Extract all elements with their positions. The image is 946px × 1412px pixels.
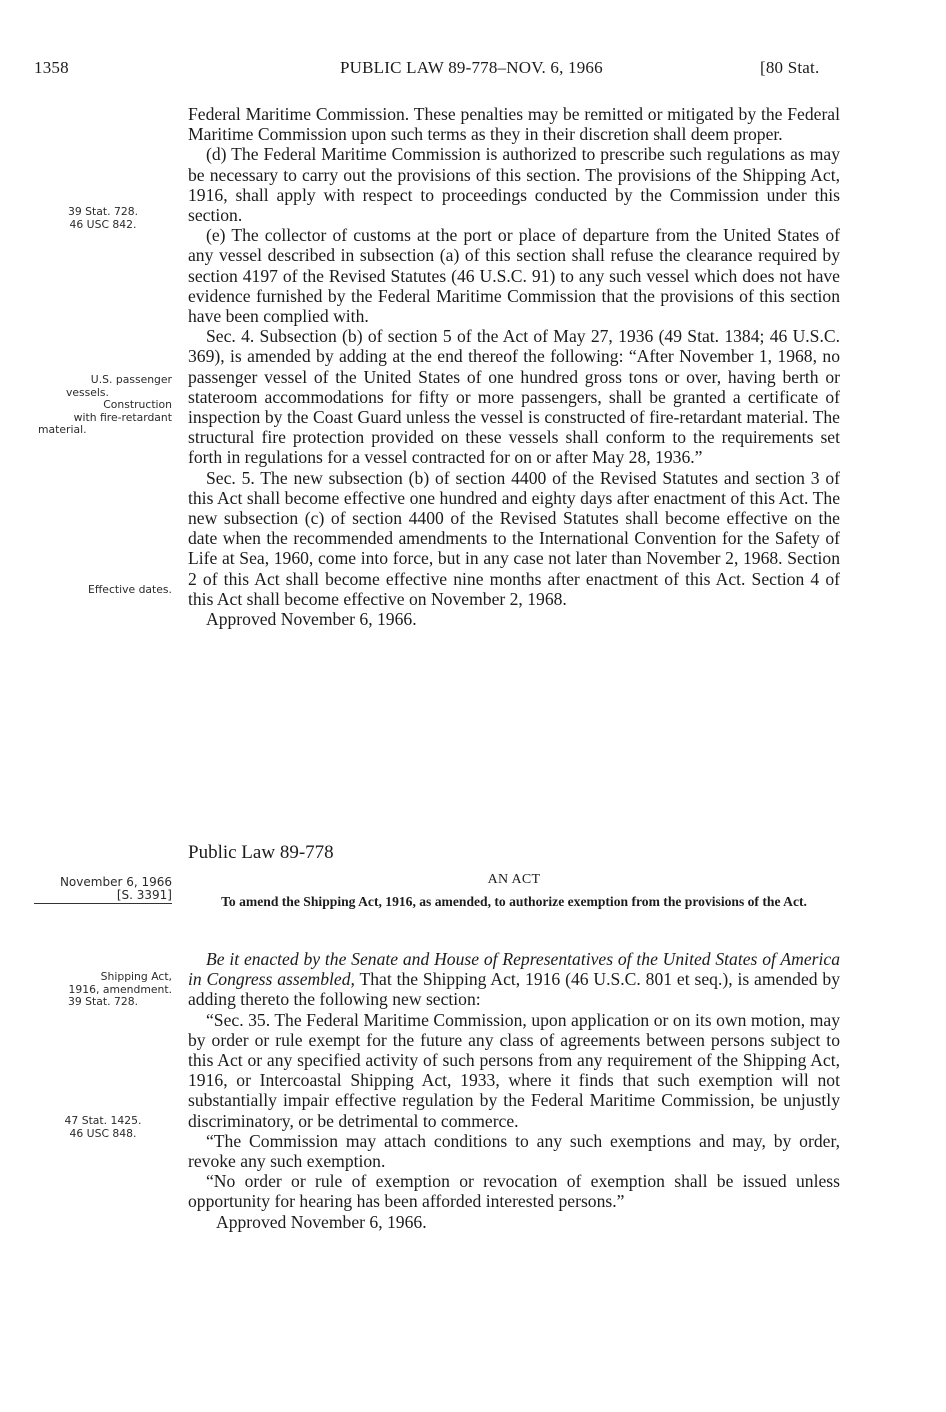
public-law-title: Public Law 89-778 xyxy=(188,842,334,863)
margin-note-effective-dates: Effective dates. xyxy=(88,583,172,596)
margin-note-citation-1: 39 Stat. 728. 46 USC 842. xyxy=(67,205,138,231)
paragraph-conditions: “The Commission may attach conditions to any such exemptions and may, by order, revoke any such exemption. xyxy=(188,1130,840,1172)
paragraph-d: (d) The Federal Maritime Commission is authorized to prescribe such regulations as may be necessary to carry out the provisions of this section. The provisions of the Shipping Act, 1916, shall apply with respect to proceedings conducted by the Commission under this section. xyxy=(188,144,840,226)
margin-note-date: November 6, 1966 [S. 3391] xyxy=(34,876,172,904)
margin-note-shipping-act: Shipping Act, 1916, amendment. 39 Stat. 728. xyxy=(67,970,172,1009)
enacting-clause xyxy=(188,949,840,1010)
margin-note-citation-2: 47 Stat. 1425. 46 USC 848. xyxy=(64,1114,142,1140)
public-law-heading-block xyxy=(188,843,840,863)
margin-note-passenger-vessels: U.S. passenger vessels. Construction with fire-retardant material. xyxy=(38,373,172,437)
body-section-1 xyxy=(188,104,840,629)
paragraph-e: (e) The collector of customs at the port or place of departure from the United States of any vessel described in subsection (a) of this section shall refuse the clearance required by section 4197 of the Revised Statutes (46 U.S.C. 91) to any such vessel which does not have evidence furnished by the Federal Maritime Commission that the provisions of this section have been complied with. xyxy=(188,225,840,327)
enacting-clause-rest: That the Shipping Act, 1916 (46 U.S.C. 801 et seq.), is amended by adding thereto the following new section: xyxy=(188,969,841,1010)
paragraph-sec-4: Sec. 4. Subsection (b) of section 5 of the Act of May 27, 1936 (49 Stat. 1384; 46 U.S.C. 369), is amended by adding at the end thereof the following: “After November 1, 1968, no passenger vessel of the United States of one hundred gross tons or over, having berth or stateroom accommodations for fifty or more passengers, shall be granted a certificate of inspection by the Coast Guard unless the vessel is constructed of fire-retardant material. The structural fire protection provided on these vessels shall conform to the requirements set forth in regulations for a vessel contracted for on or after May 28, 1936.” xyxy=(188,326,840,468)
approved-line-2: Approved November 6, 1966. xyxy=(216,1211,427,1232)
approved-line-1: Approved November 6, 1966. xyxy=(206,609,417,630)
paragraph-penalties: Federal Maritime Commission. These penalties may be remitted or mitigated by the Federal Maritime Commission upon such terms as they in their discretion shall deem proper. xyxy=(188,104,840,145)
an-act-heading: AN ACT xyxy=(487,872,541,887)
paragraph-hearing: “No order or rule of exemption or revocation of exemption shall be issued unless opportunity for hearing has been afforded interested persons.” xyxy=(188,1171,840,1212)
volume-reference: [80 Stat. xyxy=(760,58,820,77)
an-act-block xyxy=(188,870,840,910)
paragraph-sec-35: “Sec. 35. The Federal Maritime Commission, upon application or on its own motion, may by order or rule exempt for the future any class of agreements between persons subject to this Act or any specified activity of such persons from any requirement of the Shipping Act, 1916, or Intercoastal Shipping Act, 1933, where it finds that such exemption will not substantially impair effective regulation by the Federal Maritime Commission, be unjustly discriminatory, or be detrimental to commerce. xyxy=(188,1009,840,1131)
enacting-clause-italic: Be it enacted by the Senate and House of Representatives of the United States of America in Congress assembled, xyxy=(188,949,840,990)
paragraph-sec-5: Sec. 5. The new subsection (b) of section 4400 of the Revised Statutes and section 3 of this Act shall become effective one hundred and eighty days after enactment of this Act. The new subsection (c) of section 4400 of the Revised Statutes shall become effective on the date when the recommended amendments to the International Convention for the Safety of Life at Sea, 1960, come into force, but in any case not later than November 2, 1968. Section 2 of this Act shall become effective nine months after enactment of this Act. Section 4 of this Act shall become effective on November 2, 1968. xyxy=(188,467,840,609)
body-section-2 xyxy=(188,949,840,1232)
running-title: PUBLIC LAW 89-778–NOV. 6, 1966 xyxy=(340,58,603,77)
act-title: To amend the Shipping Act, 1916, as amended, to authorize exemption from the provisions of the Act. xyxy=(221,894,807,910)
page-number: 1358 xyxy=(34,58,69,77)
